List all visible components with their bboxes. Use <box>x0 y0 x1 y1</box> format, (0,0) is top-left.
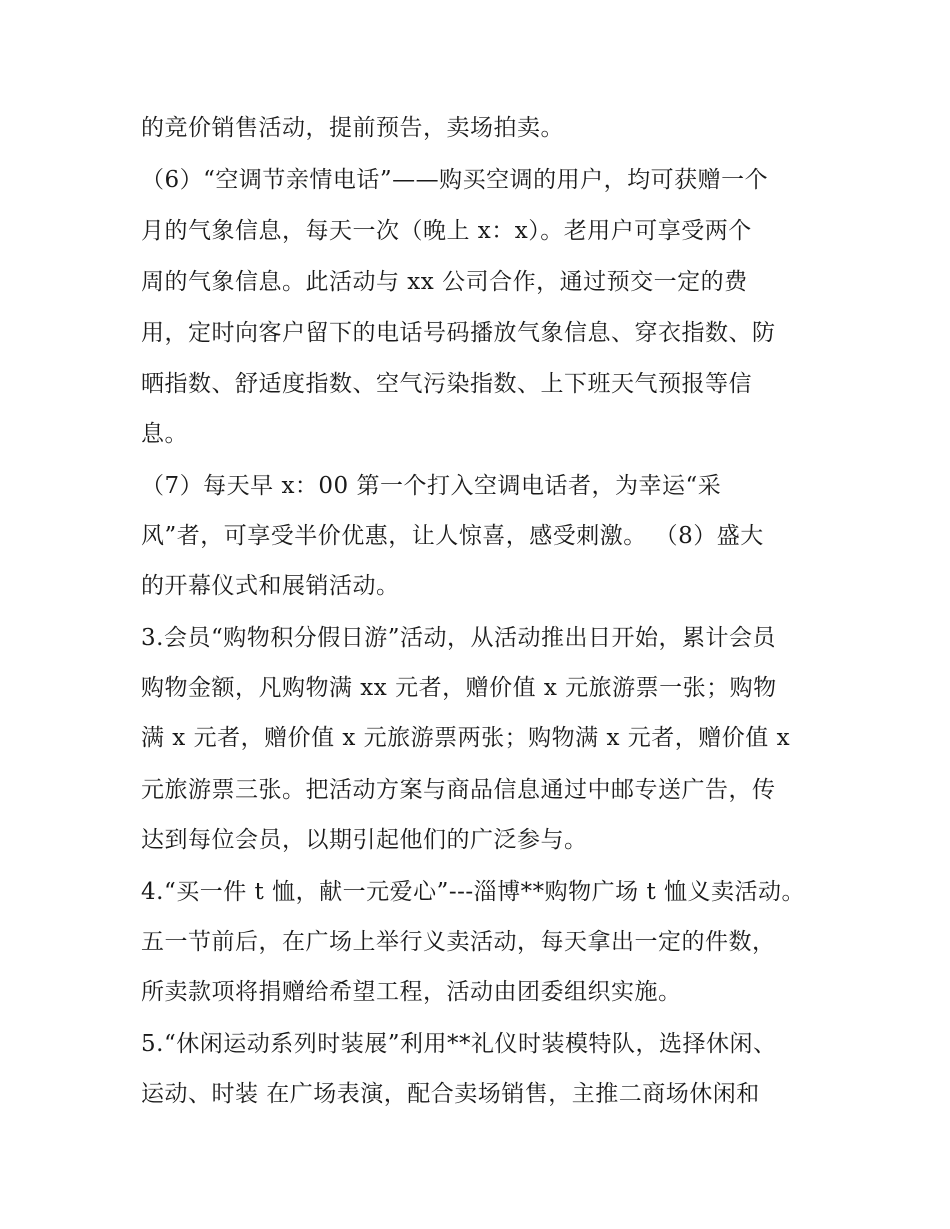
text-line: 风”者，可享受半价优惠，让人惊喜，感受刺激。 （8）盛大 <box>141 523 764 549</box>
text-line: 息。 <box>141 421 188 447</box>
text-line: 所卖款项将捐赠给希望工程，活动由团委组织实施。 <box>141 979 682 1005</box>
text-line: （7）每天早 x：00 第一个打入空调电话者，为幸运“采 <box>141 473 722 499</box>
text-line: 购物金额，凡购物满 xx 元者，赠价值 x 元旅游票一张；购物 <box>141 675 777 701</box>
text-line: 周的气象信息。此活动与 xx 公司合作，通过预交一定的费 <box>141 269 748 295</box>
text-line: 运动、时装 在广场表演，配合卖场销售，主推二商场休闲和 <box>141 1081 760 1107</box>
text-line: （6）“空调节亲情电话”——购买空调的用户，均可获赠一个 <box>141 167 769 193</box>
text-line: 4.“买一件 t 恤，献一元爱心”---淄博**购物广场 t 恤义卖活动。 <box>141 879 806 905</box>
text-line: 元旅游票三张。把活动方案与商品信息通过中邮专送广告，传 <box>141 777 776 803</box>
text-line: 月的气象信息，每天一次（晚上 x：x）。老用户可享受两个 <box>141 218 752 244</box>
text-line: 5.“休闲运动系列时装展”利用**礼仪时装模特队，选择休闲、 <box>141 1031 777 1057</box>
text-line: 达到每位会员，以期引起他们的广泛参与。 <box>141 827 588 853</box>
text-line: 晒指数、舒适度指数、空气污染指数、上下班天气预报等信 <box>141 371 752 397</box>
text-line: 满 x 元者，赠价值 x 元旅游票两张；购物满 x 元者，赠价值 x <box>141 725 791 751</box>
text-line: 用，定时向客户留下的电话号码播放气象信息、穿衣指数、防 <box>141 320 776 346</box>
text-line: 的竞价销售活动，提前预告，卖场拍卖。 <box>141 115 564 141</box>
text-line: 3.会员“购物积分假日游”活动，从活动推出日开始，累计会员 <box>141 625 776 651</box>
text-line: 的开幕仪式和展销活动。 <box>141 573 400 599</box>
text-line: 五一节前后，在广场上举行义卖活动，每天拿出一定的件数， <box>141 929 776 955</box>
